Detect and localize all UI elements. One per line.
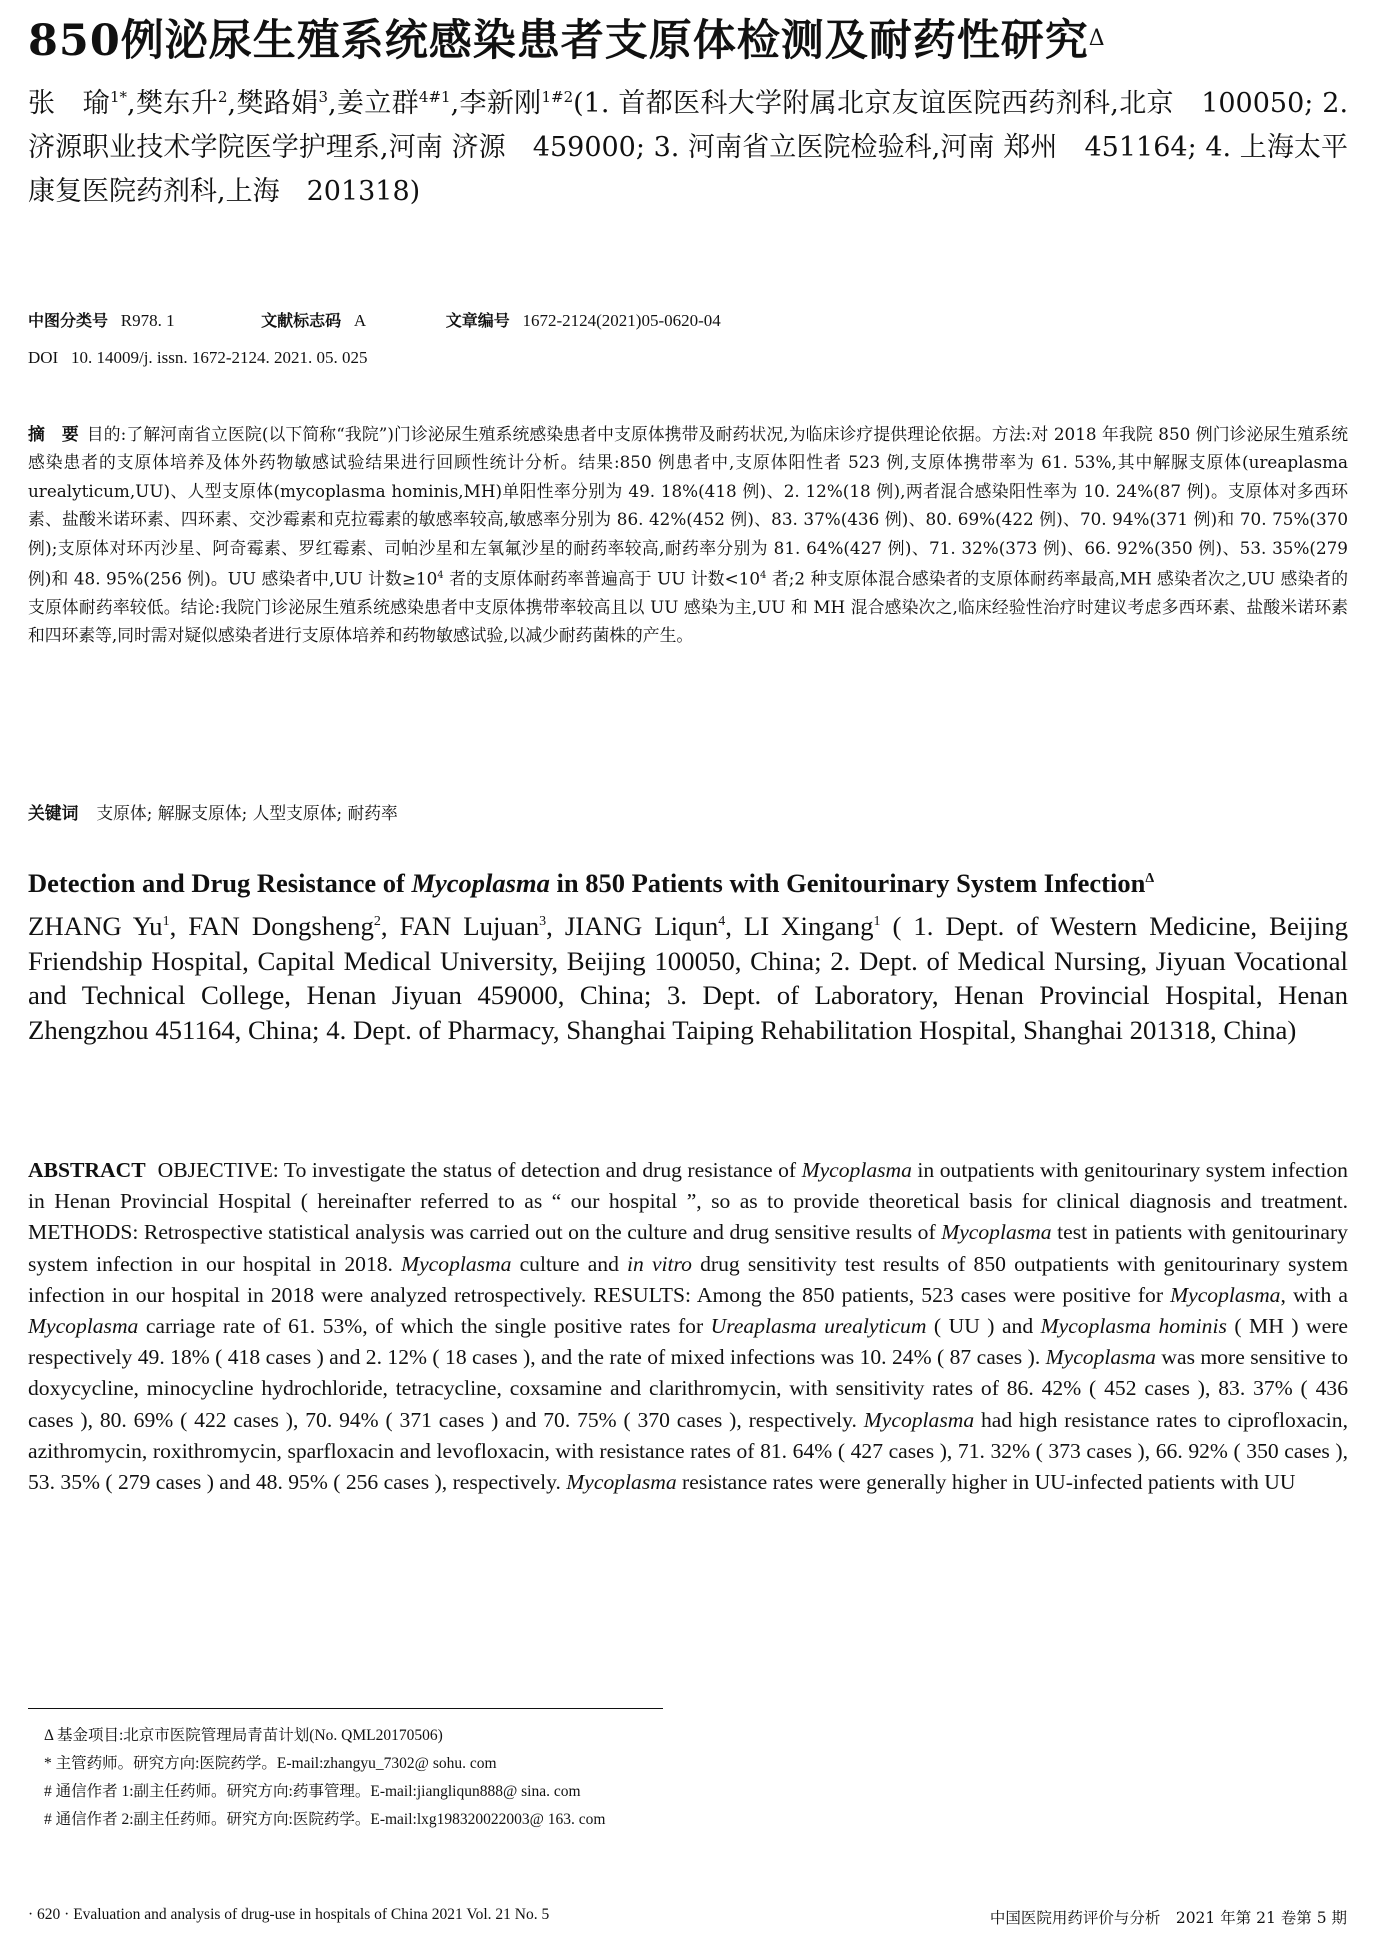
- doc-code-label: 文献标志码: [261, 311, 342, 330]
- abstract-cn-label: 摘 要: [28, 424, 79, 444]
- article-no-label: 文章编号: [445, 311, 510, 330]
- affiliations-en: ( 1. Dept. of Western Medicine, Beijing Friendship Hospital, Capital Medical University, Beijing 100050, China; 2. Dept. of Medical Nursing, Jiyuan Vocational and Technical College, Henan Jiyuan 459000, China; 3. Dept. of Laboratory, Henan Provincial Hospital, Henan Zhengzhou 451164, China; 4. Dept. of Pharmacy, Shanghai Taiping Rehabilitation Hospital, Shanghai 201318, China): [28, 910, 1348, 1045]
- italic-term: Mycoplasma hominis: [1040, 1314, 1227, 1339]
- abstract-text: was more sensitive to doxycycline, minocycline hydrochloride, tetracycline, coxsamine and clarithromycin, with sensitivity rates of 86. 42% ( 452 cases ), 83. 37% ( 436 cases ), 80. 69% ( 422 cases ), 70. 94% ( 371 cases ) and 70. 75% ( 370 cases ), respectively.: [28, 1345, 1348, 1432]
- italic-term: Mycoplasma: [801, 1158, 912, 1182]
- abstract-text: in outpatients with genitourinary system infection in Henan Provincial Hospital ( hereinafter referred to as “ our hospital ”, so as to provide theoretical basis for clinical diagnosis and treatment. METHODS: Retrospective statistical analysis was carried out on the culture and drug sensitive results of: [28, 1158, 1348, 1245]
- abstract-en-label: ABSTRACT: [28, 1158, 146, 1182]
- abstract-text: test in patients with genitourinary system infection in our hospital in 2018.: [28, 1220, 1348, 1276]
- abstract-text: , with a: [1280, 1282, 1348, 1307]
- footnote-first-author: * 主管药师。研究方向:医院药学。E-mail:zhangyu_7302@ sohu. com: [44, 1755, 497, 1772]
- author-en: LI Xingang$^1$: [743, 910, 881, 941]
- clc-value: R978. 1: [120, 311, 175, 330]
- italic-term: Ureaplasma urealyticum: [710, 1314, 927, 1339]
- classification-line: [28, 308, 721, 331]
- article-title-en: Detection and Drug Resistance of Mycoplasma in 850 Patients with Genitourinary System Infection$^\Delta$: [28, 868, 1155, 898]
- funding-mark: Δ: [1088, 26, 1106, 51]
- footer-journal-en: · 620 · Evaluation and analysis of drug-use in hospitals of China 2021 Vol. 21 No. 5: [28, 1906, 550, 1923]
- author-en: ZHANG Yu$^1$: [28, 910, 170, 941]
- abstract-en-body: [28, 1158, 1348, 1494]
- author-cn: 张 瑜$^{1*}$: [28, 88, 128, 119]
- article-title-cn: [28, 10, 1358, 72]
- keywords-cn-label: 关键词: [28, 803, 79, 823]
- funding-mark-en: Δ: [1145, 871, 1155, 887]
- keywords-cn: [28, 800, 398, 824]
- footnote-funding: Δ 基金项目:北京市医院管理局青苗计划(No. QML20170506): [44, 1727, 443, 1744]
- abstract-text: had high resistance rates to ciprofloxacin, azithromycin, roxithromycin, sparfloxacin and levofloxacin, with resistance rates of 81. 64% ( 427 cases ), 71. 32% ( 373 cases ), 66. 92% ( 350 cases ), 53. 35% ( 279 cases ) and 48. 95% ( 256 cases ), respectively.: [28, 1407, 1348, 1495]
- author-cn: 樊东升$^2$: [135, 88, 228, 119]
- doi-value: 10. 14009/j. issn. 1672-2124. 2021. 05. 025: [70, 348, 368, 367]
- clc-label: 中图分类号: [28, 311, 109, 330]
- author-en: FAN Lujuan$^3$: [399, 910, 547, 941]
- author-en: FAN Dongsheng$^2$: [188, 910, 381, 941]
- authors-cn: 张 瑜$^{1*}$,樊东升$^2$,樊路娟$^3$,姜立群$^{4\#1}$,李新刚$^{1\#2}$(1. 首都医科大学附属北京友谊医院西药剂科,北京 100050; 2. 济源职业技术学院医学护理系,河南 济源 459000; 3. 河南省立医院检验科,河南 郑州 451164; 4. 上海太平康复医院药剂科,上海 201318): [28, 88, 1349, 207]
- author-en: JIANG Liqun$^4$: [564, 910, 726, 941]
- affiliations-cn: (1. 首都医科大学附属北京友谊医院西药剂科,北京 100050; 2. 济源职业技术学院医学护理系,河南 济源 459000; 3. 河南省立医院检验科,河南 郑州 451164; 4. 上海太平康复医院药剂科,上海 201318): [28, 88, 1349, 207]
- footnote-corresponding-1: # 通信作者 1:副主任药师。研究方向:药事管理。E-mail:jiangliqun888@ sina. com: [44, 1783, 581, 1800]
- footnote-corresponding-2: # 通信作者 2:副主任药师。研究方向:医院药学。E-mail:lxg198320022003@ 163. com: [44, 1811, 606, 1828]
- footer-journal-cn: 中国医院用药评价与分析 2021 年第 21 卷第 5 期: [989, 1909, 1347, 1927]
- footnotes: [44, 1722, 606, 1834]
- italic-term: Mycoplasma: [1170, 1282, 1281, 1307]
- italic-term: Mycoplasma: [401, 1251, 512, 1276]
- abstract-text: ( MH ) were respectively 49. 18% ( 418 cases ) and 2. 12% ( 18 cases ), and the rate of mixed infections was 10. 24% ( 87 cases ).: [28, 1314, 1348, 1370]
- abstract-text: drug sensitivity test results of 850 outpatients with genitourinary system infection in our hospital in 2018 were analyzed retrospectively. RESULTS: Among the 850 patients, 523 cases were positive for: [28, 1251, 1348, 1307]
- abstract-text: carriage rate of 61. 53%, of which the single positive rates for: [138, 1314, 711, 1339]
- italic-term: in vitro: [627, 1251, 692, 1276]
- author-cn: 樊路娟$^3$: [236, 88, 328, 119]
- italic-term: Mycoplasma: [28, 1314, 139, 1339]
- author-cn: 李新刚$^{1\#2}$: [459, 88, 574, 119]
- author-cn: 姜立群$^{4\#1}$: [336, 88, 451, 119]
- italic-term: Mycoplasma: [941, 1220, 1052, 1245]
- doc-code-value: A: [353, 311, 366, 330]
- article-no-value: 1672-2124(2021)05-0620-04: [522, 311, 721, 330]
- abstract-en: [28, 1155, 1348, 1498]
- authors-en: ZHANG Yu$^1$, FAN Dongsheng$^2$, FAN Lujuan$^3$, JIANG Liqun$^4$, LI Xingang$^1$ ( 1. Dept. of Western Medicine, Beijing Friendship Hospital, Capital Medical University, Beijing 100050, China; 2. Dept. of Medical Nursing, Jiyuan Vocational and Technical College, Henan Jiyuan 459000, China; 3. Dept. of Laboratory, Henan Provincial Hospital, Henan Zhengzhou 451164, China; 4. Dept. of Pharmacy, Shanghai Taiping Rehabilitation Hospital, Shanghai 201318, China): [28, 910, 1348, 1045]
- italic-term: Mycoplasma: [1045, 1345, 1156, 1370]
- doi-line: [28, 348, 368, 368]
- italic-term: Mycoplasma: [566, 1470, 677, 1495]
- abstract-cn: 摘 要 目的:了解河南省立医院(以下简称“我院”)门诊泌尿生殖系统感染患者中支原体携带及耐药状况,为临床诊疗提供理论依据。方法:对 2018 年我院 850 例门诊泌尿生殖系统感染患者的支原体培养及体外药物敏感试验结果进行回顾性统计分析。结果:850 例患者中,支原体阳性者 523 例,支原体携带率为 61. 53%,其中解脲支原体(ureaplasma urealyticum,UU)、人型支原体(mycoplasma hominis,MH)单阳性率分别为 49. 18%(418 例)、2. 12%(18 例),两者混合感染阳性率为 10. 24%(87 例)。支原体对多西环素、盐酸米诺环素、四环素、交沙霉素和克拉霉素的敏感率较高,敏感率分别为 86. 42%(452 例)、83. 37%(436 例)、80. 69%(422 例)、70. 94%(371 例)和 70. 75%(370 例);支原体对环丙沙星、阿奇霉素、罗红霉素、司帕沙星和左氧氟沙星的耐药率较高,耐药率分别为 81. 64%(427 例)、71. 32%(373 例)、66. 92%(350 例)、53. 35%(279 例)和 48. 95%(256 例)。UU 感染者中,UU 计数$\ge 10^4$ 者的支原体耐药率普遍高于 UU 计数$<10^4$ 者;2 种支原体混合感染者的支原体耐药率最高,MH 感染者次之,UU 感染者的支原体耐药率较低。结论:我院门诊泌尿生殖系统感染患者中支原体携带率较高且以 UU 感染为主,UU 和 MH 混合感染次之,临床经验性治疗时建议考虑多西环素、盐酸米诺环素和四环素等,同时需对疑似感染者进行支原体培养和药物敏感试验,以减少耐药菌株的产生。: [28, 424, 1348, 646]
- abstract-text: ( UU ) and: [926, 1314, 1041, 1339]
- footnote-divider: [28, 1708, 663, 1709]
- doi-label: DOI: [28, 348, 59, 367]
- italic-term: Mycoplasma: [863, 1407, 975, 1432]
- abstract-text: OBJECTIVE: To investigate the status of detection and drug resistance of: [157, 1158, 802, 1182]
- abstract-text: resistance rates were generally higher in UU-infected patients with UU: [676, 1470, 1296, 1495]
- title-cn-text: 850例泌尿生殖系统感染患者支原体检测及耐药性研究: [28, 16, 1089, 66]
- abstract-text: culture and: [511, 1251, 628, 1276]
- keywords-cn-text: 支原体; 解脲支原体; 人型支原体; 耐药率: [96, 803, 398, 823]
